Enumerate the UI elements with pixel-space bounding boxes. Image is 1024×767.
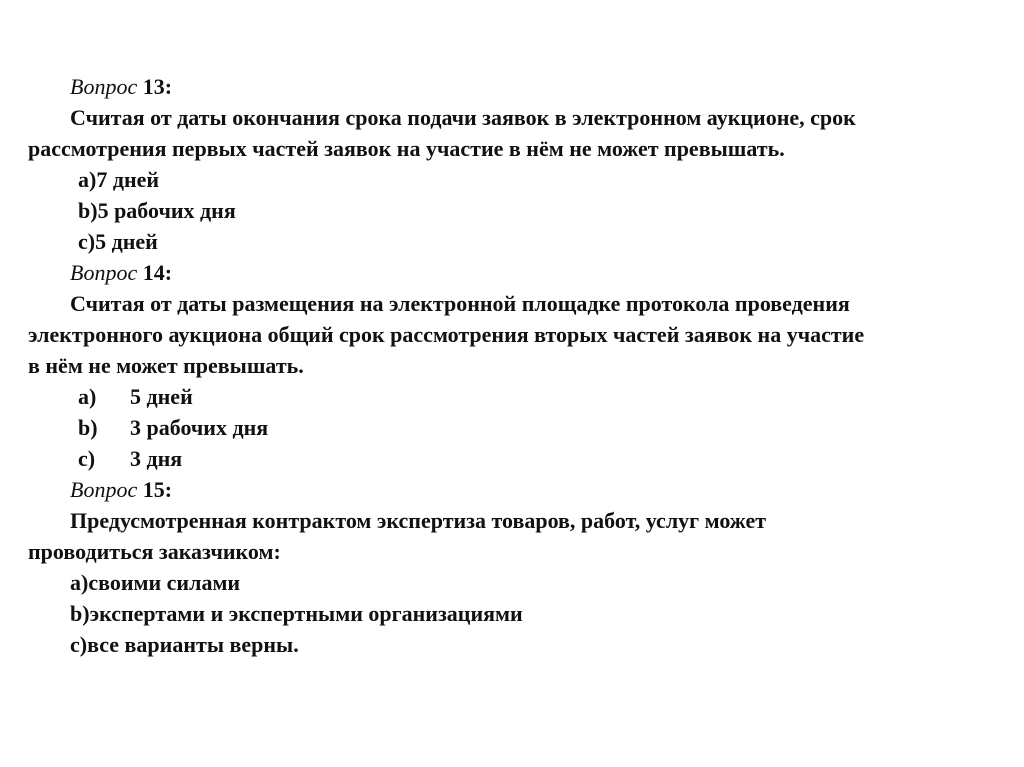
- question-13-option-c: [78, 227, 158, 257]
- question-14-option-b: [78, 413, 268, 443]
- question-13-option-a: [78, 165, 159, 195]
- question-number: 15:: [142, 477, 173, 502]
- option-text: экспертами и экспертными организациями: [89, 601, 523, 626]
- option-label: c): [70, 632, 88, 657]
- question-13-heading: [70, 72, 172, 102]
- question-14-text-line-1: Считая от даты размещения на электронной площадке протокола проведения: [70, 291, 850, 316]
- option-label: c): [78, 446, 96, 471]
- question-15-option-b: [70, 599, 523, 629]
- question-15-text-line-2: проводиться заказчиком:: [28, 539, 281, 564]
- option-text: 7 дней: [96, 167, 160, 192]
- option-text: 3 дня: [130, 446, 183, 471]
- question-word: Вопрос: [70, 477, 138, 502]
- question-15-option-c: [70, 630, 299, 660]
- question-word: Вопрос: [70, 260, 138, 285]
- option-text: своими силами: [88, 570, 241, 595]
- option-label: b): [70, 601, 90, 626]
- option-label: a): [78, 167, 97, 192]
- question-number: 13:: [142, 74, 173, 99]
- question-14-heading: [70, 258, 172, 288]
- option-label: b): [78, 415, 98, 440]
- option-text: 3 рабочих дня: [130, 415, 269, 440]
- question-15-option-a: [70, 568, 240, 598]
- question-15-heading: [70, 475, 172, 505]
- option-text: 5 дней: [95, 229, 158, 254]
- question-14-text-line-3: в нём не может превышать.: [28, 353, 304, 378]
- question-13-text-line-2: рассмотрения первых частей заявок на участие в нём не может превышать.: [28, 136, 785, 161]
- option-text: 5 дней: [130, 384, 193, 409]
- question-14-text-line-2: электронного аукциона общий срок рассмотрения вторых частей заявок на участие: [28, 322, 865, 347]
- question-word: Вопрос: [70, 74, 138, 99]
- option-text: 5 рабочих дня: [97, 198, 236, 223]
- question-13-text-line-1: Считая от даты окончания срока подачи заявок в электронном аукционе, срок: [70, 105, 856, 130]
- question-14-option-c: [78, 444, 182, 474]
- option-text: все варианты верны.: [87, 632, 299, 657]
- option-label: a): [70, 570, 89, 595]
- question-number: 14:: [142, 260, 173, 285]
- question-15-text-line-1: Предусмотренная контрактом экспертиза товаров, работ, услуг может: [70, 508, 767, 533]
- option-label: c): [78, 229, 96, 254]
- option-label: a): [78, 384, 97, 409]
- option-label: b): [78, 198, 98, 223]
- question-14-option-a: [78, 382, 193, 412]
- question-13-option-b: [78, 196, 236, 226]
